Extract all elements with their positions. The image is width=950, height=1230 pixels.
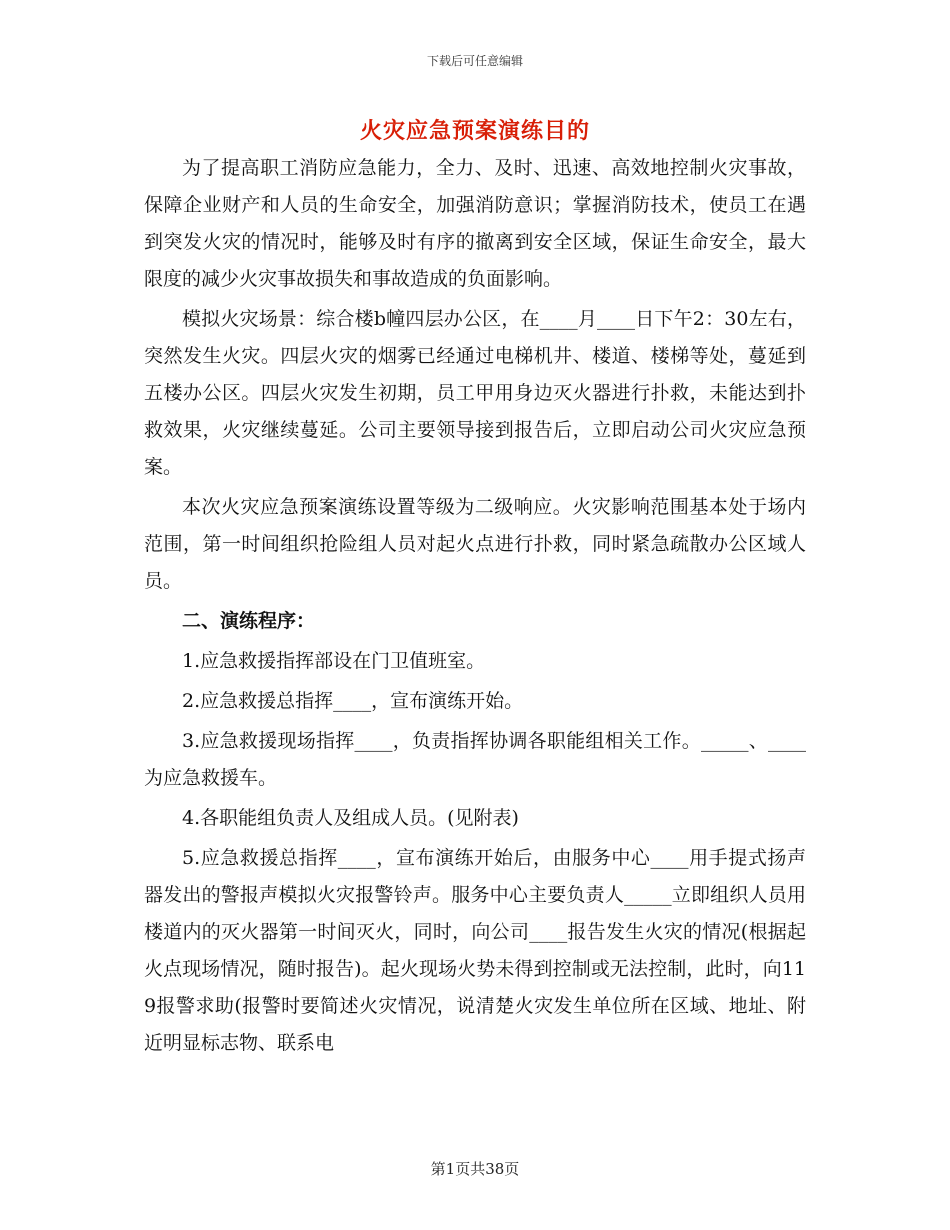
step-item: 3.应急救援现场指挥____，负责指挥协调各职能组相关工作。_____、____为应急救援车。	[144, 730, 806, 789]
page-footer: 第1页共38页	[430, 1160, 520, 1178]
step-item: 4.各职能组负责人及组成人员。(见附表)	[182, 807, 519, 829]
page-header: 下载后可任意编辑	[426, 54, 523, 68]
paragraph-scenario: 模拟火灾场景：综合楼b幢四层办公区，在____月____日下午2：30左右，突然发生火灾。四层火灾的烟雾已经通过电梯机井、楼道、楼梯等处，蔓延到五楼办公区。四层火灾发生初期，员工甲用身边灭火器进行扑救，未能达到扑救效果，火灾继续蔓延。公司主要领导接到报告后，立即启动公司火灾应急预案。	[144, 308, 806, 478]
section-heading: 二、演练程序：	[182, 610, 316, 632]
step-item: 5.应急救援总指挥____，宣布演练开始后，由服务中心____用手提式扬声器发出的警报声模拟火灾报警铃声。服务中心主要负责人_____立即组织人员用楼道内的灭火器第一时间灭火，同时，向公司____报告发生火灾的情况(根据起火点现场情况，随时报告)。起火现场火势未得到控制或无法控制，此时，向119报警求助(报警时要简述火灾情况，说清楚火灾发生单位所在区域、地址、附近明显标志物、联系电	[144, 847, 806, 1054]
step-item: 2.应急救援总指挥____，宣布演练开始。	[182, 690, 524, 712]
paragraph-response-level: 本次火灾应急预案演练设置等级为二级响应。火灾影响范围基本处于场内范围，第一时间组织抢险组人员对起火点进行扑救，同时紧急疏散办公区域人员。	[144, 496, 806, 592]
step-item: 1.应急救援指挥部设在门卫值班室。	[182, 650, 486, 672]
paragraph-purpose: 为了提高职工消防应急能力，全力、及时、迅速、高效地控制火灾事故，保障企业财产和人员的生命安全，加强消防意识；掌握消防技术，使员工在遇到突发火灾的情况时，能够及时有序的撤离到安全区域，保证生命安全，最大限度的减少火灾事故损失和事故造成的负面影响。	[144, 157, 806, 290]
document-title: 火灾应急预案演练目的	[359, 118, 590, 144]
document-body	[144, 150, 806, 1062]
